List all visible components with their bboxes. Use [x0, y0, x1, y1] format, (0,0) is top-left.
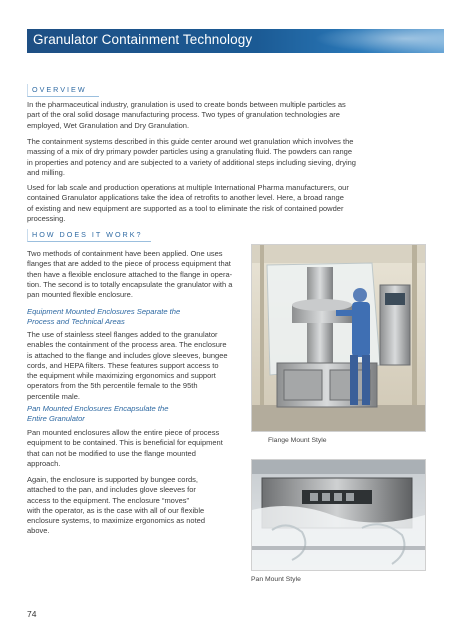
header-band — [27, 29, 444, 53]
subhead-pan-mounted — [27, 404, 245, 425]
text-line: above. — [27, 526, 50, 536]
text-line: massing of a mix of dry primary powder particles using a granulating fluid. The powders can range — [27, 147, 353, 157]
text-line: attached to the pan, and includes glove sleeves for — [27, 485, 196, 495]
text-line: Equipment Mounted Enclosures Separate the — [27, 307, 181, 316]
overview-paragraph-3 — [27, 183, 427, 224]
text-line: that can not be modified to use the flange mounted — [27, 448, 196, 458]
text-line: The containment systems described in this guide center around wet granulation which involves the — [27, 137, 354, 146]
flange-mount-illustration — [252, 245, 425, 431]
text-line: Two methods of containment have been applied. One uses — [27, 249, 223, 258]
support-paragraph — [27, 475, 245, 537]
header-glow — [314, 29, 444, 53]
how-label: HOW DOES IT WORK? — [27, 229, 151, 242]
subhead-equipment-mounted — [27, 307, 245, 328]
page-number: 74 — [27, 609, 37, 619]
how-intro — [27, 249, 245, 300]
pan-mount-caption: Pan Mount Style — [251, 576, 301, 583]
text-line: The use of stainless steel flanges added to the granulator — [27, 330, 218, 339]
text-line: Used for lab scale and production operations at multiple International Pharma manufacturers, our — [27, 183, 349, 192]
pan-mounted-paragraph — [27, 428, 252, 469]
text-line: equipment to be contained. This is beneficial for equipment — [27, 438, 223, 448]
pan-mount-photo — [251, 459, 426, 571]
text-line: Again, the enclosure is supported by bungee cords, — [27, 475, 198, 484]
text-line: is attached to the flange and includes glove sleeves, bungee — [27, 350, 228, 360]
text-line: the equipment while maximizing ergonomics and support — [27, 371, 216, 381]
text-line: employed, Wet Granulation and Dry Granulation. — [27, 120, 190, 130]
text-line: Pan mounted enclosures allow the entire piece of process — [27, 428, 220, 437]
text-line: contained Granulator applications take the idea of retrofits to another level. Here, a broad range — [27, 193, 344, 203]
text-line: Entire Granulator — [27, 414, 85, 424]
text-line: with the operator, as is the case with all of our flexible — [27, 505, 205, 515]
text-line: and milling. — [27, 167, 65, 177]
flange-mount-photo — [251, 244, 426, 432]
text-line: of existing and new equipment are supported as a tool to eliminate the risk of contained powder — [27, 203, 344, 213]
page-title: Granulator Containment Technology — [33, 32, 253, 47]
overview-paragraph-2 — [27, 137, 427, 178]
text-line: then have a flexible enclosure attached to the flange in opera- — [27, 269, 233, 279]
text-line: In the pharmaceutical industry, granulation is used to create bonds between multiple particles as — [27, 100, 346, 109]
flange-mount-caption: Flange Mount Style — [268, 437, 327, 444]
text-line: access to the equipment. The enclosure “moves” — [27, 495, 190, 505]
text-line: part of the oral solid dosage manufacturing process. Two types of granulation technologies are — [27, 110, 340, 120]
text-line: approach. — [27, 458, 61, 468]
text-line: Process and Technical Areas — [27, 317, 125, 327]
equipment-mounted-paragraph — [27, 330, 245, 402]
text-line: enables the containment of the process area. The enclosure — [27, 340, 227, 350]
text-line: tion. The second is to totally encapsulate the granulator with a — [27, 279, 233, 289]
pan-mount-illustration — [252, 460, 425, 570]
text-line: pan mounted flexible enclosure. — [27, 290, 133, 300]
overview-paragraph-1 — [27, 100, 427, 131]
text-line: Pan Mounted Enclosures Encapsulate the — [27, 404, 169, 413]
text-line: in properties and potency and are subjected to a variety of additional steps including sieving, drying — [27, 157, 356, 167]
overview-label: OVERVIEW — [27, 84, 99, 97]
text-line: enclosure systems, to maximize ergonomics as noted — [27, 516, 205, 526]
text-line: processing. — [27, 213, 66, 223]
text-line: flanges that are added to the piece of process equipment that — [27, 259, 231, 269]
text-line: cords, and HEPA filters. These features support access to — [27, 360, 219, 370]
text-line: operators from the 5th percentile female to the 95th — [27, 381, 198, 391]
text-line: percentile male. — [27, 391, 80, 401]
